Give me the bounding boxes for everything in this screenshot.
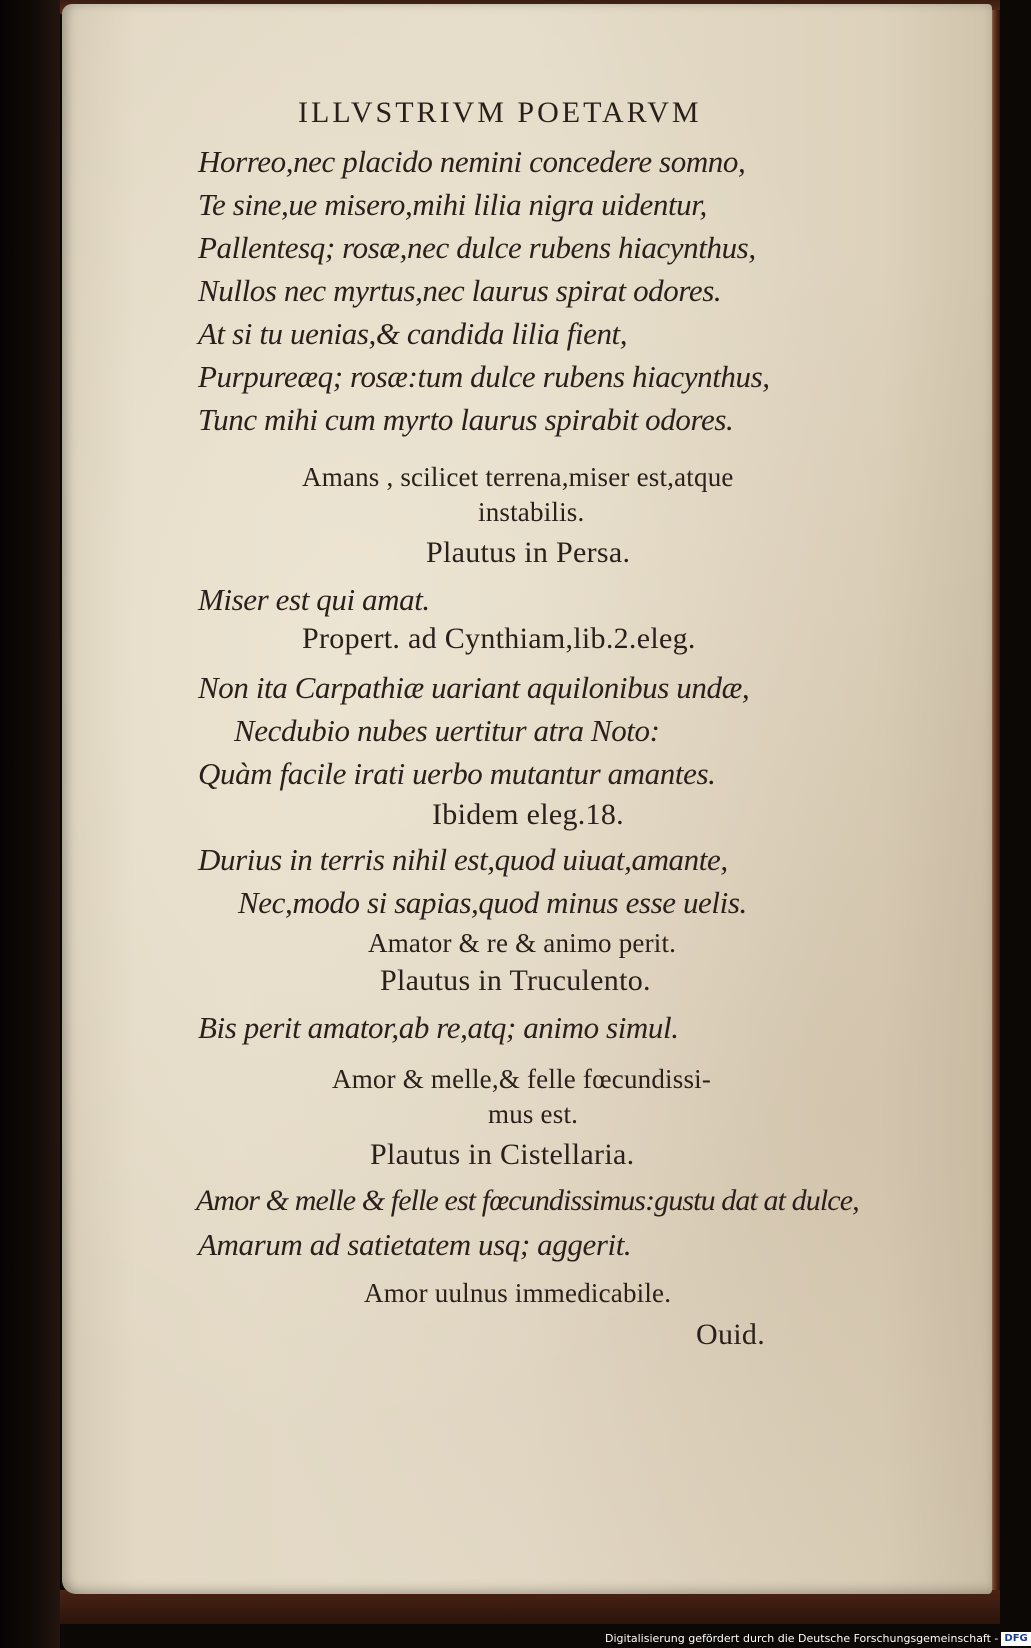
source-citation: Ibidem eleg.18. bbox=[432, 798, 624, 831]
section-heading: Amans , scilicet terrena,miser est,atque bbox=[302, 462, 734, 492]
section-heading: Amor uulnus immedicabile. bbox=[364, 1278, 672, 1308]
verse-line: Te sine,ue misero,mihi lilia nigra uidentur, bbox=[198, 187, 707, 222]
source-citation: Plautus in Cistellaria. bbox=[370, 1138, 635, 1171]
verse-line: At si tu uenias,& candida lilia fient, bbox=[198, 316, 628, 351]
section-heading: Amor & melle,& felle fœcundissi- bbox=[332, 1064, 712, 1094]
dfg-logo: DFG bbox=[1001, 1632, 1030, 1646]
verse-line: Bis perit amator,ab re,atq; animo simul. bbox=[198, 1010, 679, 1045]
credit-text: Digitalisierung gefördert durch die Deutsche Forschungsgemeinschaft - bbox=[605, 1632, 999, 1645]
running-head: ILLVSTRIVM POETARVM bbox=[298, 96, 702, 129]
source-citation: Propert. ad Cynthiam,lib.2.eleg. bbox=[302, 622, 696, 655]
verse-line: Non ita Carpathiæ uariant aquilonibus undæ, bbox=[198, 670, 750, 705]
verse-line: Amor & melle & felle est fœcundissimus:gustu dat at dulce, bbox=[196, 1184, 859, 1217]
digitization-credit bbox=[605, 1630, 1028, 1648]
section-heading: Amator & re & animo perit. bbox=[368, 928, 677, 958]
book-bottom-edge bbox=[60, 1590, 1000, 1624]
section-heading: instabilis. bbox=[478, 497, 585, 527]
verse-line: Nec,modo si sapias,quod minus esse uelis. bbox=[238, 885, 747, 920]
verse-line: Miser est qui amat. bbox=[198, 582, 430, 617]
source-citation: Plautus in Persa. bbox=[426, 536, 631, 569]
verse-line: Purpureæq; rosæ:tum dulce rubens hiacynthus, bbox=[198, 359, 770, 394]
verse-line: Tunc mihi cum myrto laurus spirabit odores. bbox=[198, 402, 734, 437]
section-heading: mus est. bbox=[488, 1099, 579, 1129]
source-citation: Plautus in Truculento. bbox=[380, 964, 651, 997]
verse-line: Nullos nec myrtus,nec laurus spirat odores. bbox=[198, 273, 722, 308]
catchword: Ouid. bbox=[696, 1318, 765, 1351]
verse-line: Quàm facile irati uerbo mutantur amantes. bbox=[198, 756, 716, 791]
verse-line: Necdubio nubes uertitur atra Noto: bbox=[234, 713, 660, 748]
book-spine-shadow bbox=[0, 0, 60, 1648]
book-page bbox=[62, 4, 992, 1594]
verse-line: Durius in terris nihil est,quod uiuat,amante, bbox=[198, 842, 728, 877]
verse-line: Horreo,nec placido nemini concedere somno, bbox=[198, 144, 746, 179]
verse-line: Amarum ad satietatem usq; aggerit. bbox=[198, 1227, 632, 1262]
verse-line: Pallentesq; rosæ,nec dulce rubens hiacynthus, bbox=[198, 230, 756, 265]
